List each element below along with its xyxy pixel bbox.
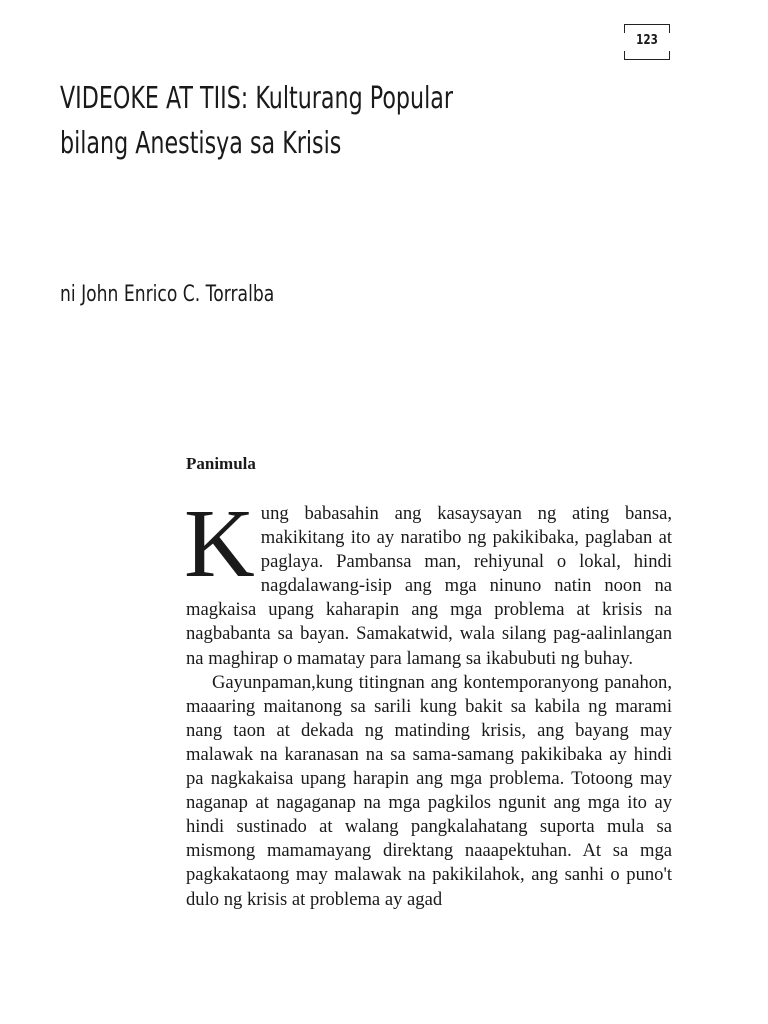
body-text (184, 490, 672, 912)
drop-cap: K (184, 490, 255, 598)
paragraph: Gayunpaman,kung titingnan ang kontemporanyong panahon, maaaring maitanong sa sarili kung bakit sa kabila ng marami nang taon at dekada ng matinding krisis, ang bayang may malawak na karanasan na sa sama-samang pakikibaka ay hindi pa nagkakaisa upang harapin ang mga problema. Totoong may naganap at nagaganap na mga pagkilos ngunit ang mga ito ay hindi sustinado at walang pangkalahatang suporta mula sa mismong mamamayang direktang naaapektuhan. At sa mga pagkakataong may malawak na pakikilahok, ang sanhi o puno't dulo ng krisis at problema ay agad (186, 671, 672, 910)
page-number: 123 (636, 33, 658, 48)
paragraph (184, 490, 672, 671)
paragraph-text: ung babasahin ang kasaysayan ng ating bansa, makikitang ito ay naratibo ng pakikibaka, paglaban at paglaya. Pambansa man, rehiyunal o lokal, hindi nagdalawang-isip ang mga ninuno natin noon na magkaisa upang kaharapin ang mga problema at krisis na nagbabanta sa bayan. Samakatwid, wala silang pag-aalinlangan na maghirap o mamatay para lamang sa ikabubuti ng buhay. (186, 503, 672, 669)
author-byline: ni John Enrico C. Torralba (60, 282, 275, 307)
section-heading: Panimula (186, 454, 256, 473)
article-title: VIDEOKE AT TIIS: Kulturang Popular bilang Anestisya sa Krisis (60, 81, 453, 161)
page-number-box (624, 24, 670, 60)
